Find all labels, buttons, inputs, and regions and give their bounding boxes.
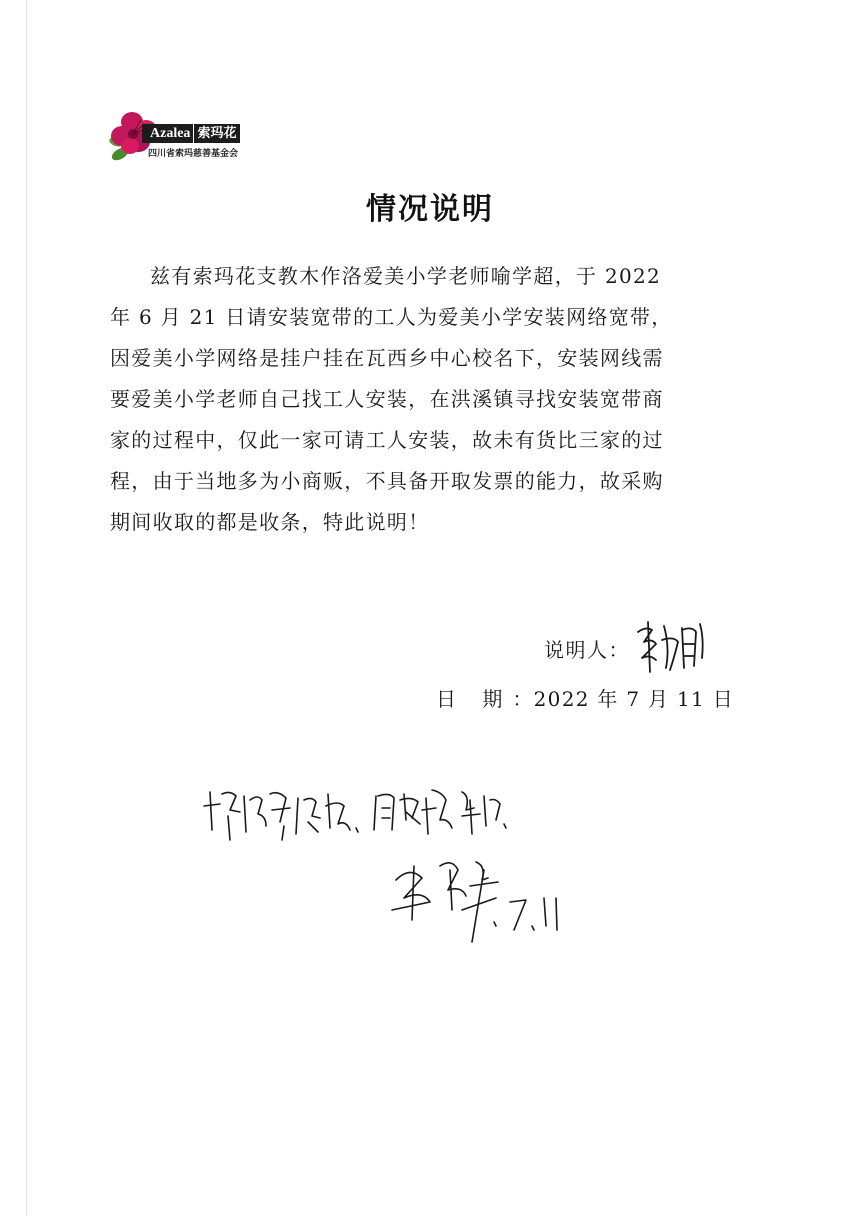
body-line: 要爱美小学老师自己找工人安装，在洪溪镇寻找安装宽带商	[110, 387, 664, 411]
scan-edge-line	[26, 0, 27, 1216]
document-body	[110, 256, 710, 543]
date-value: ：2022 年 7 月 11 日	[512, 687, 735, 711]
body-line: 家的过程中，仅此一家可请工人安装，故未有货比三家的过	[110, 428, 664, 452]
foundation-logo	[108, 108, 268, 166]
document-title: 情况说明	[366, 192, 494, 227]
body-line: 程，由于当地多为小商贩，不具备开取发票的能力，故采购	[110, 469, 664, 493]
logo-organization-name: 四川省索玛慈善基金会	[148, 149, 239, 159]
body-line: 年 6 月 21 日请安装宽带的工人为爱美小学安装网络宽带，	[110, 305, 673, 329]
logo-brand-english: Azalea	[142, 124, 193, 143]
body-line: 因爱美小学网络是挂户挂在瓦西乡中心校名下，安装网线需	[110, 346, 664, 370]
document-date	[436, 679, 734, 719]
handwritten-approval-note	[200, 770, 580, 960]
explainer-signature-row	[544, 618, 710, 678]
explainer-label: 说明人：	[544, 637, 630, 662]
body-line: 兹有索玛花支教木作洛爱美小学老师喻学超，于 2022	[150, 264, 662, 288]
logo-brand-chinese: 索玛花	[193, 124, 240, 143]
date-label: 日 期	[436, 687, 513, 711]
explainer-signature	[630, 618, 710, 678]
logo-brand-bar	[142, 124, 240, 143]
body-line: 期间收取的都是收条，特此说明！	[110, 510, 430, 534]
